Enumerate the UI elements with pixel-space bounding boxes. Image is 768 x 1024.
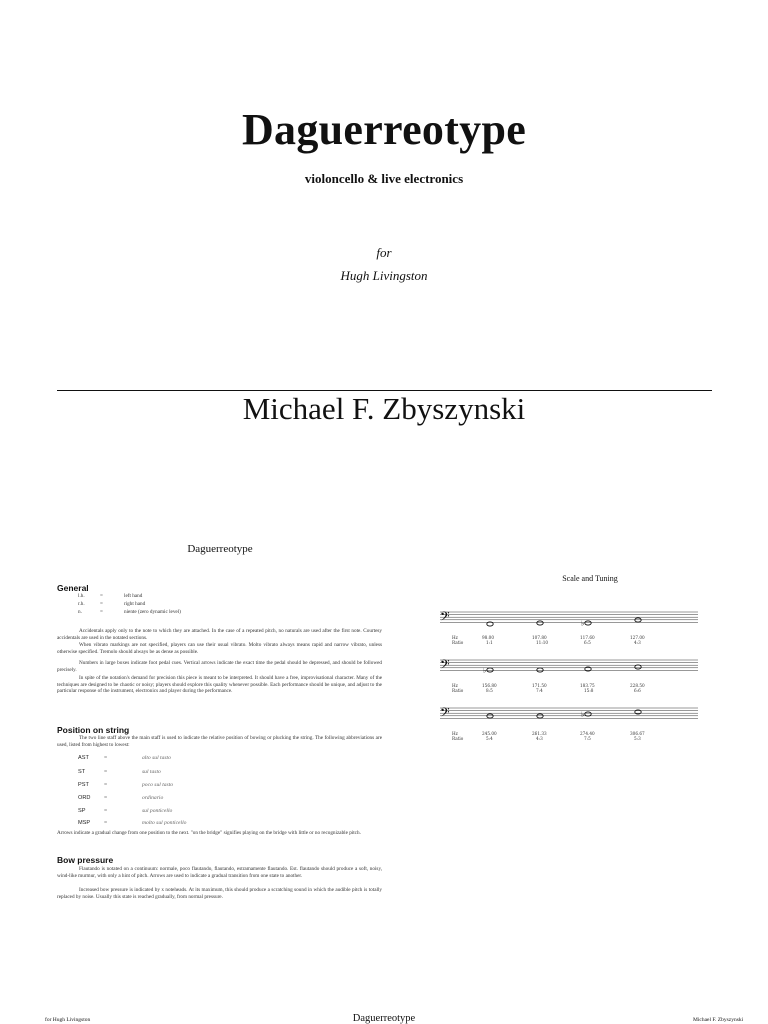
bass-clef-icon: 𝄢	[440, 610, 450, 627]
note-ratio-value: 6:5	[584, 640, 591, 645]
position-name: poco sul tasto	[142, 782, 174, 788]
general-heading: General	[57, 583, 89, 593]
position-code: ST	[78, 769, 86, 775]
abbreviation-text: left hand	[124, 593, 143, 599]
footer-title: Daguerreotype	[352, 1013, 416, 1024]
note-ratio-value: 8:5	[486, 688, 493, 693]
position-code: ORD	[78, 795, 91, 801]
abbreviation-row	[78, 593, 142, 599]
position-equals: =	[104, 808, 108, 814]
whole-note	[537, 668, 543, 672]
ratio-label: Ratio	[452, 640, 464, 645]
position-equals: =	[104, 755, 108, 761]
general-paragraph: Accidentals apply only to the note to which they are attached. In the case of a repeated pitch, no naturals are used after the first note. Courtesy accidentals are used in the notated sections.	[57, 628, 382, 641]
position-abbreviation	[78, 820, 186, 826]
position-equals: =	[104, 782, 108, 788]
abbreviation-row	[78, 609, 181, 615]
scale-staves-svg	[438, 610, 700, 760]
score-subtitle: violoncello & live electronics	[304, 171, 464, 186]
note-ratio-value: 4:3	[536, 736, 543, 741]
general-paragraph: Numbers in large boxes indicate foot pedal cues. Vertical arrows indicate the exact time the pedal should be depressed, and should be followed precisely.	[57, 660, 382, 673]
note-hz-value: 117.60	[580, 635, 595, 640]
position-outro: Arrows indicate a gradual change from one position to the next. "on the bridge" signifies playing on the bridge with little or no recognizable pitch.	[57, 830, 361, 836]
note-ratio-value: 5:3	[634, 736, 641, 741]
position-code: SP	[78, 808, 86, 814]
abbreviation-equals: =	[100, 601, 103, 607]
note-hz-value: 261.33	[532, 731, 547, 736]
hz-label: Hz	[452, 731, 458, 736]
flat-accidental: ♭	[581, 710, 585, 719]
bow-pressure-paragraph: Increased bow pressure is indicated by x noteheads. At its maximum, this should produce a scratching sound in which the audible pitch is totally replaced by noise. Usually this state is reached gradually, from normal pressure.	[57, 887, 382, 900]
abbreviation-key: l.h.	[78, 593, 85, 599]
footer-composer: Michael F. Zbyszynski	[693, 1017, 744, 1023]
abbreviation-text: niente (zero dynamic level)	[124, 609, 181, 615]
flat-accidental: ♭	[581, 619, 585, 628]
note-hz-value: 183.75	[580, 683, 595, 688]
abbreviation-key: r.h.	[78, 601, 85, 607]
ratio-label: Ratio	[452, 736, 464, 741]
ratio-label: Ratio	[452, 688, 464, 693]
note-ratio-value: 11:10	[536, 640, 549, 645]
flat-accidental: ♭	[483, 666, 487, 675]
score-title: Daguerreotype	[241, 105, 527, 154]
position-abbreviation	[78, 795, 163, 801]
position-abbreviation	[78, 782, 173, 788]
note-hz-value: 245.00	[482, 731, 497, 736]
position-name: molto sul ponticello	[142, 820, 187, 826]
note-hz-value: 228.50	[630, 683, 645, 688]
scale-tuning-title: Scale and Tuning	[562, 574, 618, 583]
note-ratio-value: 7:5	[584, 736, 591, 741]
note-ratio-value: 1:1	[486, 640, 493, 645]
position-heading: Position on string	[57, 725, 130, 735]
bass-clef-icon: 𝄢	[440, 705, 450, 723]
position-abbreviation	[78, 755, 171, 761]
note-hz-value: 127.00	[630, 635, 645, 640]
note-hz-value: 156.80	[482, 683, 497, 688]
note-hz-value: 98.00	[482, 635, 494, 640]
position-equals: =	[104, 795, 108, 801]
hz-label: Hz	[452, 683, 458, 688]
position-equals: =	[104, 820, 108, 826]
position-name: sul ponticello	[142, 808, 173, 814]
general-paragraph: When vibrato markings are not specified, players can use their usual vibrato. Molto vibrato always means rapid and narrow vibrato, unless otherwise specified. Tremolo should always be as dense as possible.	[57, 642, 382, 655]
position-equals: =	[104, 769, 108, 775]
note-ratio-value: 5:4	[486, 736, 493, 741]
note-hz-value: 171.50	[532, 683, 547, 688]
position-code: PST	[78, 782, 89, 788]
notes-page-title: Daguerreotype	[187, 543, 253, 555]
abbreviation-key: n.	[78, 609, 82, 615]
bow-pressure-paragraph: Flautando is notated on a continuum: normale, poco flautando, flautando, estramamente flautando. Est. flautando should produce a soft, noisy, wind-like murmur, with only a hint of pitch. Arrows are used to indicate a gradual transition from one state to another.	[57, 866, 382, 879]
note-ratio-value: 7:4	[536, 688, 543, 693]
position-name: sul tasto	[142, 769, 161, 775]
position-abbreviation	[78, 808, 172, 814]
whole-note	[537, 621, 543, 625]
general-paragraph: In spite of the notation's demand for precision this piece is meant to be interpreted. It should have a free, improvisational character. Many of the techniques are designed to be chaotic or noisy; players should explore this quality whenever possible. Each performance should be unique, and adjust to the particular response of the instrument, electronics and player during the performance.	[57, 675, 382, 695]
position-abbreviation	[78, 769, 161, 775]
note-hz-value: 306.67	[630, 731, 645, 736]
whole-note	[585, 621, 591, 625]
note-ratio-value: 6:6	[634, 688, 641, 693]
composer-name: Michael F. Zbyszynski	[242, 391, 526, 426]
dedication-for: for	[376, 245, 392, 260]
position-name: ordinario	[142, 795, 164, 801]
note-ratio-value: 4:3	[634, 640, 641, 645]
position-intro: The two line staff above the main staff is used to indicate the relative position of bowing or plucking the string. The following abbreviations are used, listed from highest to lowest:	[57, 735, 382, 748]
scale-staves	[438, 610, 700, 760]
abbreviation-row	[78, 601, 145, 607]
note-ratio-value: 15:8	[584, 688, 594, 693]
position-code: MSP	[78, 820, 91, 826]
note-hz-value: 107.80	[532, 635, 547, 640]
position-code: AST	[78, 755, 89, 761]
whole-note	[487, 668, 493, 672]
abbreviation-text: right hand	[124, 601, 146, 607]
whole-note	[585, 712, 591, 716]
note-hz-value: 274.40	[580, 731, 595, 736]
footer-dedication: for Hugh Livingston	[45, 1017, 91, 1023]
bow-pressure-heading: Bow pressure	[57, 855, 114, 865]
position-name: alto sul tasto	[142, 755, 171, 761]
abbreviation-equals: =	[100, 593, 103, 599]
bass-clef-icon: 𝄢	[440, 657, 450, 675]
hz-label: Hz	[452, 635, 458, 640]
dedicatee-name: Hugh Livingston	[340, 268, 428, 283]
abbreviation-equals: =	[100, 609, 103, 615]
whole-note	[635, 665, 641, 669]
